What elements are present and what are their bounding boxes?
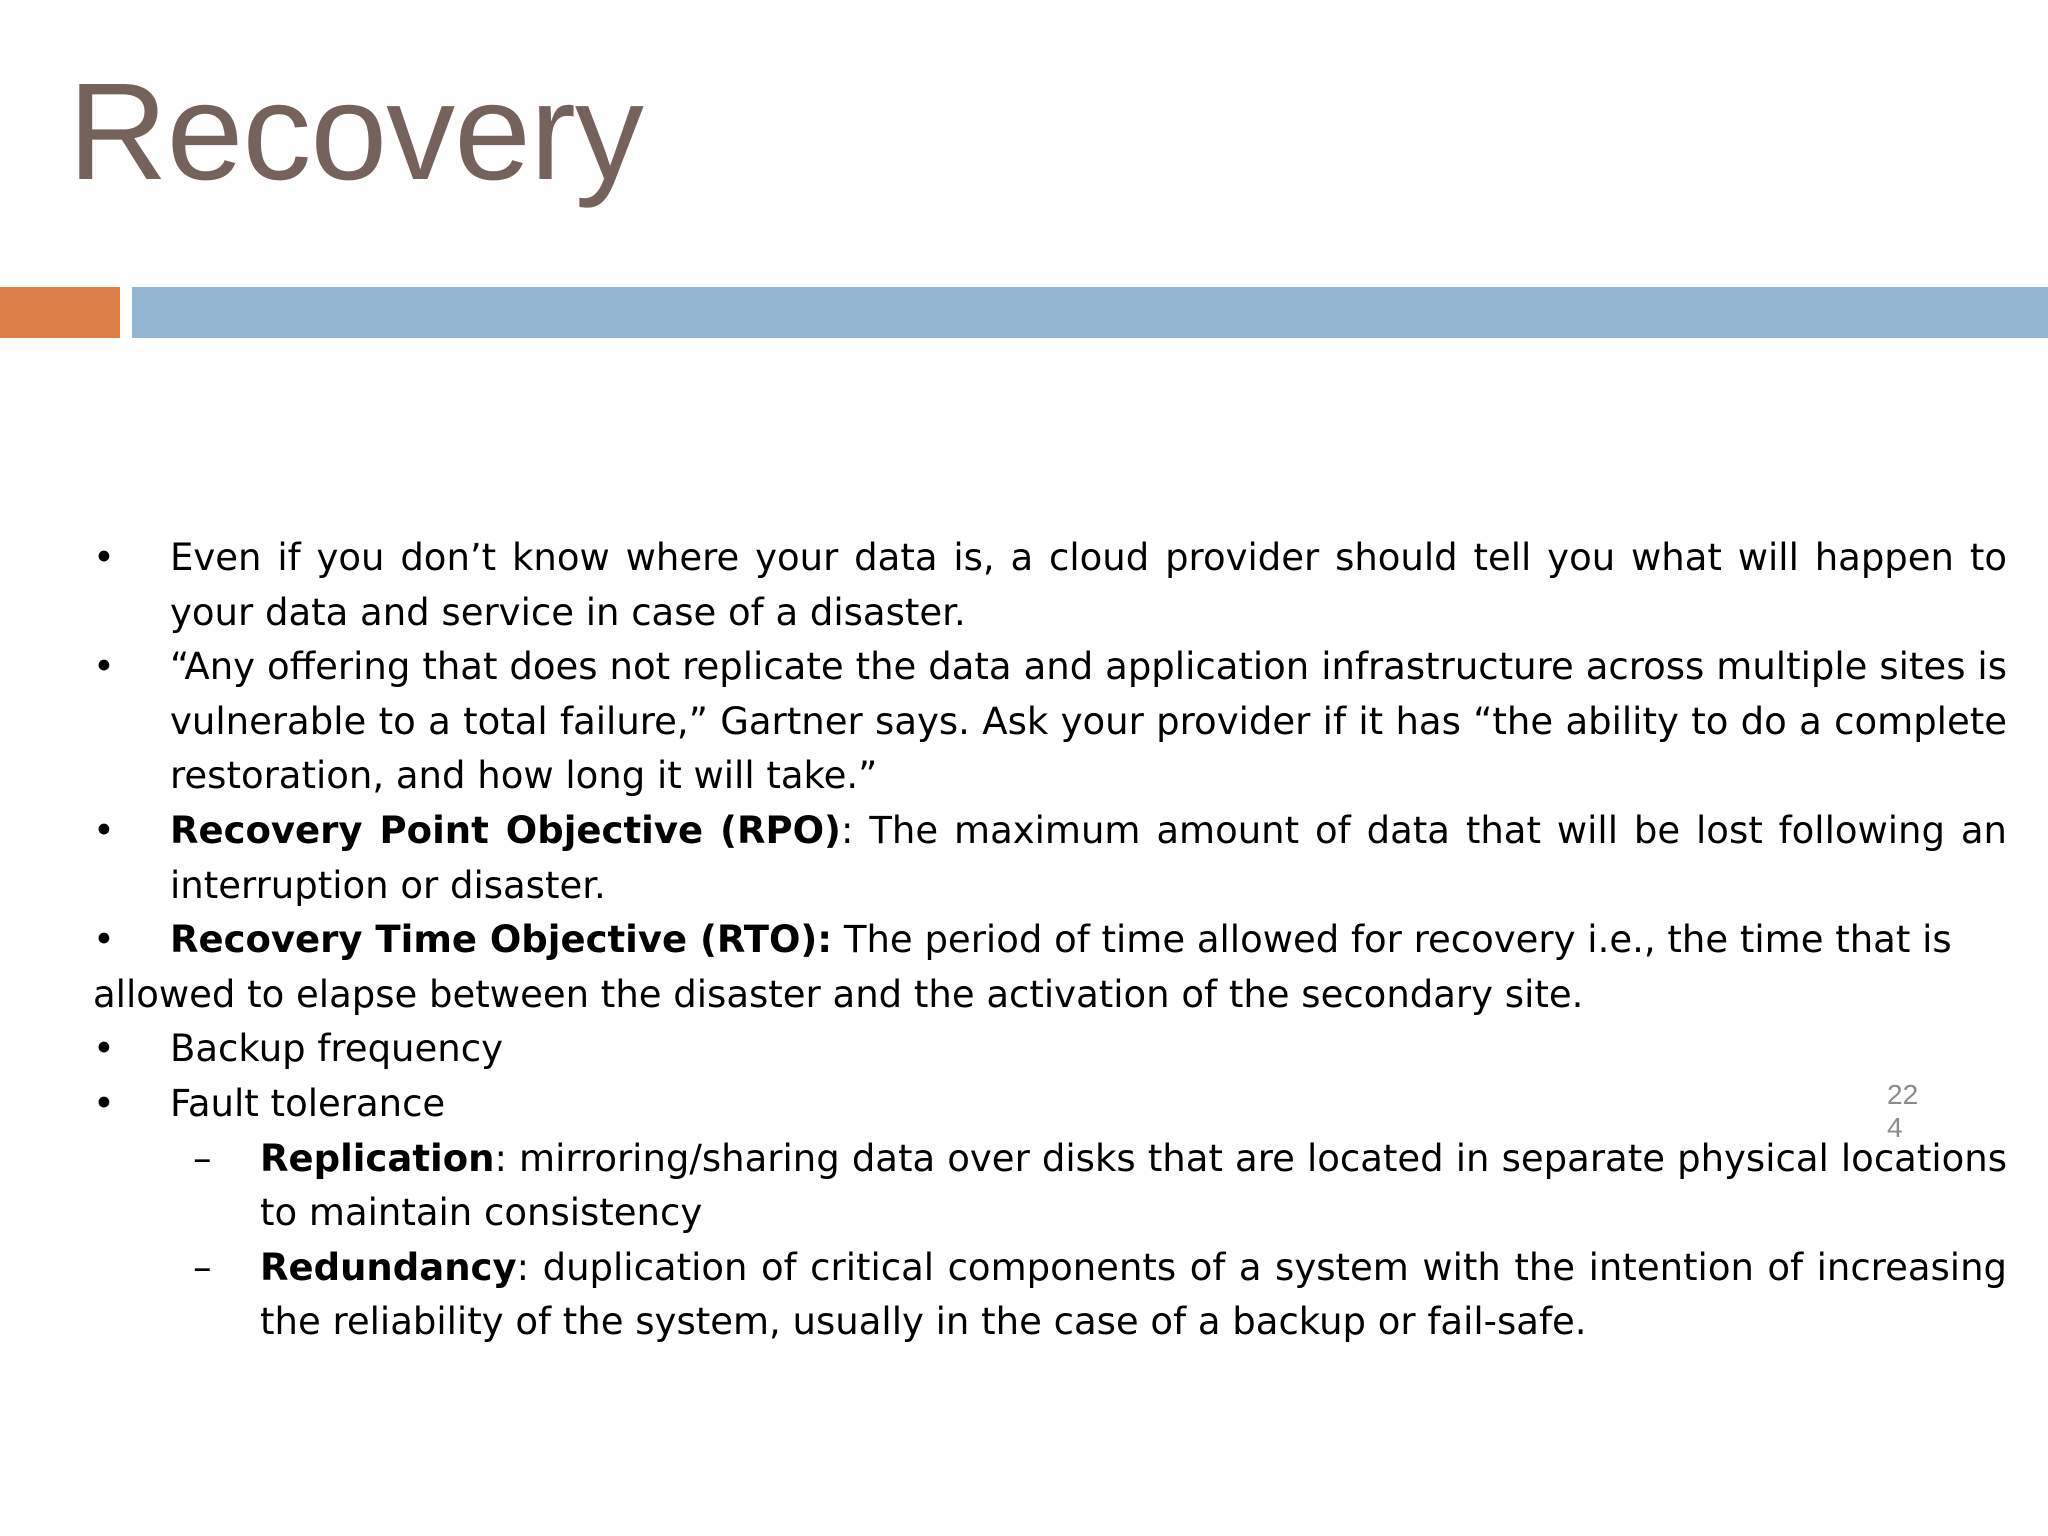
bullet-text: : The maximum amount of data that will be lost following an interruption or disaster. xyxy=(170,808,2007,907)
slide-title: Recovery xyxy=(68,55,643,209)
slide-body xyxy=(93,531,2007,1350)
bullet-term: Recovery Point Objective (RPO) xyxy=(170,808,841,852)
bullet-item xyxy=(93,531,2007,640)
sub-bullet-item xyxy=(93,1132,2007,1241)
bullet-marker: • xyxy=(93,918,115,962)
sub-bullet-item xyxy=(93,1241,2007,1350)
bullet-item xyxy=(93,913,2007,1022)
bullet-term: Recovery Time Objective (RTO): xyxy=(170,918,833,962)
bullet-item xyxy=(93,640,2007,804)
bullet-item xyxy=(93,1022,2007,1077)
title-accent-bar-orange xyxy=(0,287,120,338)
bullet-marker: • xyxy=(93,645,115,689)
slide-number: 224 xyxy=(1887,1079,1919,1143)
bullet-text: Even if you don’t know where your data is, a cloud provider should tell you what will happen to your data and service in case of a disaster. xyxy=(170,536,2007,634)
sub-bullet-term: Redundancy xyxy=(260,1245,517,1289)
bullet-marker: • xyxy=(93,808,115,852)
bullet-marker: • xyxy=(93,536,115,579)
bullet-text: The period of time allowed for recovery i.e., the time that is allowed to elapse between the disaster and the activation of the secondary site. xyxy=(93,918,1952,1016)
bullet-item xyxy=(93,1077,2007,1132)
sub-bullet-text: : mirroring/sharing data over disks that are located in separate physical locations to maintain consistency xyxy=(260,1136,2007,1235)
bullet-item xyxy=(93,804,2007,913)
title-accent-bar-blue xyxy=(132,287,2048,338)
sub-bullet-marker: – xyxy=(193,1136,212,1180)
bullet-text: Backup frequency xyxy=(170,1027,503,1071)
bullet-text: Fault tolerance xyxy=(170,1081,446,1125)
bullet-text: “Any offering that does not replicate the data and application infrastructure across multiple sites is vulnerable to a total failure,” Gartner says. Ask your provider if it has “the ability to do a complete restoration, and how long it will take.” xyxy=(170,645,2007,798)
bullet-marker: • xyxy=(93,1027,115,1071)
sub-bullet-marker: – xyxy=(193,1245,212,1289)
sub-bullet-term: Replication xyxy=(260,1136,495,1180)
bullet-marker: • xyxy=(93,1081,115,1125)
sub-bullet-text: : duplication of critical components of a system with the intention of increasing the reliability of the system, usually in the case of a backup or fail-safe. xyxy=(260,1245,2007,1344)
